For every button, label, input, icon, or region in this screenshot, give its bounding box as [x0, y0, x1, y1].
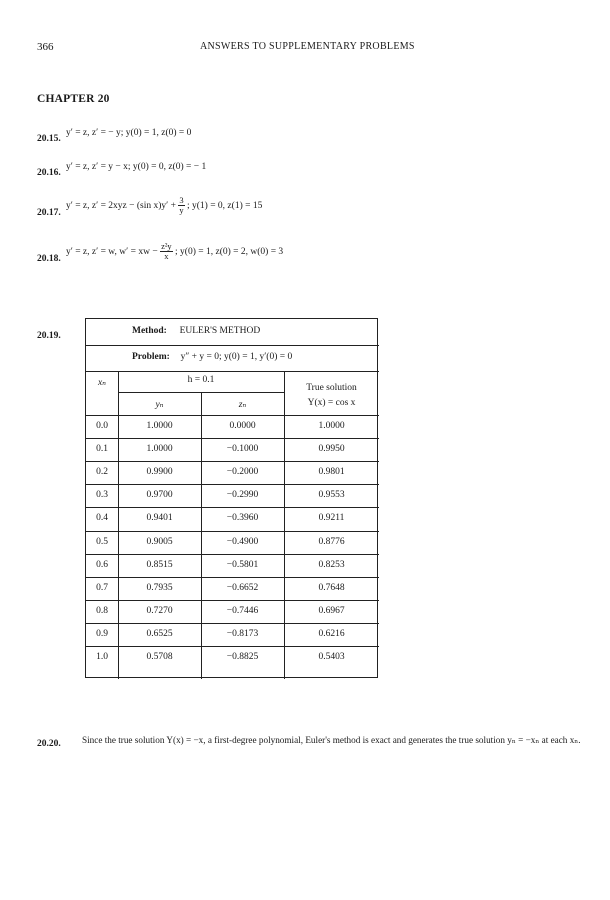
- problem-number: 20.20.: [37, 739, 61, 749]
- method-row: [132, 326, 260, 336]
- cell-y: 0.8515: [146, 559, 173, 570]
- eq-part: ; y(1) = 0, z(1) = 15: [186, 201, 263, 211]
- chapter-title: CHAPTER 20: [37, 93, 110, 105]
- divider: [86, 371, 379, 372]
- method-label: Method:: [132, 326, 167, 336]
- cell-z: −0.1000: [226, 444, 259, 455]
- problem-row: [132, 352, 292, 362]
- row-divider: [86, 531, 379, 532]
- problem-number: 20.16.: [37, 168, 61, 178]
- cell-x: 0.9: [96, 628, 108, 639]
- problem-value: y″ + y = 0; y(0) = 1, y′(0) = 0: [180, 352, 293, 362]
- eq-part: y′ = z, z′ = 2xyz − (sin x)y′ +: [66, 201, 176, 211]
- cell-x: 0.3: [96, 490, 108, 501]
- divider: [86, 415, 379, 416]
- problem-number: 20.15.: [37, 134, 61, 144]
- problem-20-15-text: y′ = z, z′ = − y; y(0) = 1, z(0) = 0: [66, 128, 192, 138]
- header-true-2: Y(x) = cos x: [307, 398, 356, 408]
- cell-x: 0.8: [96, 605, 108, 616]
- cell-x: 0.1: [96, 444, 108, 455]
- row-divider: [86, 507, 379, 508]
- eq-part: y′ = z, z′ = w, w′ = xw −: [66, 247, 158, 257]
- cell-t: 0.6216: [318, 628, 345, 639]
- fraction: [160, 242, 173, 261]
- cell-t: 0.8253: [318, 559, 345, 570]
- cell-x: 0.5: [96, 536, 108, 547]
- cell-y: 0.9401: [146, 513, 173, 524]
- row-divider: [86, 484, 379, 485]
- cell-z: −0.6652: [226, 582, 259, 593]
- row-divider: [86, 438, 379, 439]
- problem-number: 20.17.: [37, 208, 61, 218]
- cell-x: 0.2: [96, 467, 108, 478]
- eq-part: ; y(0) = 1, z(0) = 2, w(0) = 3: [175, 247, 284, 257]
- cell-z: −0.4900: [226, 536, 259, 547]
- method-value: EULER'S METHOD: [179, 326, 261, 336]
- cell-t: 0.5403: [318, 652, 345, 662]
- row-divider: [86, 600, 379, 601]
- header-h: h = 0.1: [187, 375, 215, 385]
- cell-z: −0.3960: [226, 513, 259, 524]
- answer-20-20-text: Since the true solution Y(x) = −x, a first-degree polynomial, Euler's method is exact and generates the true solution yₙ = −xₙ at each xₙ.: [82, 735, 581, 745]
- problem-label: Problem:: [132, 352, 170, 362]
- cell-z: −0.7446: [226, 605, 259, 616]
- cell-t: 0.9801: [318, 467, 345, 478]
- cell-z: −0.8173: [226, 628, 259, 639]
- fraction-numerator: 3: [179, 195, 184, 206]
- cell-y: 1.0000: [146, 444, 173, 455]
- fraction-denominator: x: [164, 251, 169, 262]
- problem-20-17: [37, 202, 61, 220]
- cell-t: 0.9211: [318, 513, 345, 524]
- cell-y: 0.6525: [146, 628, 173, 639]
- cell-t: 0.9553: [318, 490, 345, 501]
- cell-x: 1.0: [96, 652, 108, 662]
- fraction-denominator: y: [179, 205, 184, 216]
- cell-t: 0.9950: [318, 444, 345, 455]
- problem-20-15: [37, 128, 61, 146]
- fraction-numerator: z²y: [161, 241, 172, 252]
- row-divider: [86, 623, 379, 624]
- divider: [86, 345, 379, 346]
- cell-z: −0.8825: [226, 652, 259, 662]
- cell-x: 0.0: [96, 421, 108, 431]
- header-xn: xₙ: [97, 378, 107, 388]
- euler-table: [85, 318, 378, 678]
- cell-y: 0.7270: [146, 605, 173, 616]
- header-zn: zₙ: [238, 400, 247, 410]
- problem-20-16: [37, 162, 61, 180]
- cell-y: 0.5708: [146, 652, 173, 662]
- cell-t: 1.0000: [318, 421, 345, 431]
- header-yn: yₙ: [155, 400, 164, 410]
- problem-number: 20.19.: [37, 331, 61, 341]
- header-true-1: True solution: [306, 383, 357, 393]
- cell-t: 0.8776: [318, 536, 345, 547]
- cell-z: −0.2990: [226, 490, 259, 501]
- problem-20-16-text: y′ = z, z′ = y − x; y(0) = 0, z(0) = − 1: [66, 162, 207, 172]
- cell-z: −0.5801: [226, 559, 259, 570]
- row-divider: [86, 577, 379, 578]
- fraction: [178, 196, 184, 215]
- row-divider: [86, 461, 379, 462]
- cell-z: 0.0000: [229, 421, 256, 431]
- cell-x: 0.4: [96, 513, 108, 524]
- problem-20-17-text: [66, 193, 262, 219]
- problem-20-19: [37, 325, 61, 343]
- row-divider: [86, 646, 379, 647]
- running-head: ANSWERS TO SUPPLEMENTARY PROBLEMS: [200, 41, 415, 52]
- problem-20-20: [37, 733, 61, 751]
- cell-y: 0.9005: [146, 536, 173, 547]
- cell-y: 0.7935: [146, 582, 173, 593]
- cell-y: 1.0000: [146, 421, 173, 431]
- cell-y: 0.9900: [146, 467, 173, 478]
- cell-z: −0.2000: [226, 467, 259, 478]
- row-divider: [86, 554, 379, 555]
- cell-x: 0.7: [96, 582, 108, 593]
- cell-t: 0.6967: [318, 605, 345, 616]
- problem-number: 20.18.: [37, 254, 61, 264]
- problem-20-18-text: [66, 239, 283, 265]
- cell-y: 0.9700: [146, 490, 173, 501]
- problem-20-18: [37, 248, 61, 266]
- cell-x: 0.6: [96, 559, 108, 570]
- page-number: 366: [37, 41, 54, 53]
- cell-t: 0.7648: [318, 582, 345, 593]
